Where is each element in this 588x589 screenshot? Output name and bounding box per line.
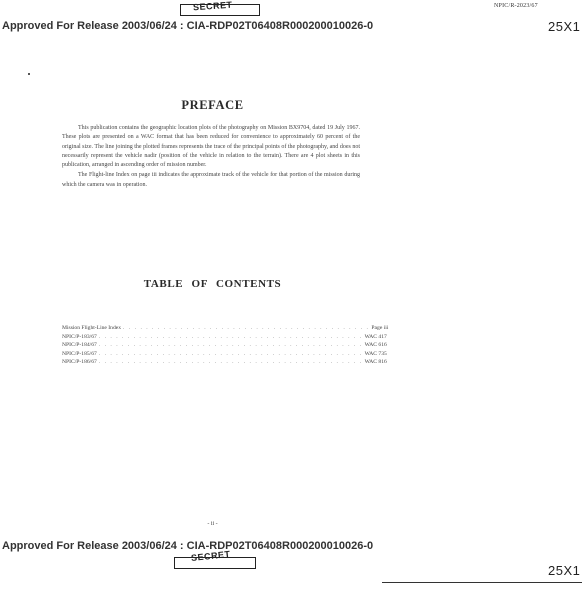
preface-paragraph: The Flight-line Index on page iii indicates the approximate track of the vehicle for that portion of the mission during which the camera was in operation. — [62, 172, 360, 188]
toc-list — [62, 324, 389, 367]
declass-code-bottom: 25X1 — [548, 563, 581, 578]
preface-title: PREFACE — [181, 98, 244, 112]
release-line-bottom: Approved For Release 2003/06/24 : CIA-RDP02T06408R000200010026-0 — [2, 540, 374, 552]
toc-entry-label: NPIC/P-185/67 — [62, 350, 97, 357]
toc-row — [62, 333, 387, 342]
dot-leader: . . . . . . . . . . . . . . . . . . . . . . . . . . . . . . . . . . . . . . . . . . . — [123, 325, 370, 331]
document-id: NPIC/R-2023/67 — [494, 3, 538, 9]
toc-entry-page: Page iii — [371, 325, 389, 331]
page-number: - ii - — [207, 521, 218, 527]
bottom-rule — [382, 582, 582, 583]
speck-mark — [28, 73, 30, 75]
toc-entry-page: WAC 816 — [364, 359, 387, 366]
dot-leader: . . . . . . . . . . . . . . . . . . . . . . . . . . . . . . . . . . . . . . . . . . . . . . — [98, 333, 363, 340]
toc-row — [62, 341, 387, 350]
preface-paragraph: This publication contains the geographic location plots of the photography on Mission BX9704, dated 19 July 1967. These plots are presented on a WAC format that has been reduced for convenience to approximately 60 percent of the original size. The line joining the plotted frames represents the trace of the principal points of the photography, and does not necessarily represent the vehicle nadir (position of the vehicle in relation to the terrain). There are 4 plot sheets in this publication, arranged in ascending order of mission number. — [62, 125, 360, 169]
declass-code-top: 25X1 — [548, 19, 581, 34]
dot-leader: . . . . . . . . . . . . . . . . . . . . . . . . . . . . . . . . . . . . . . . . . . . . . . — [98, 350, 363, 357]
toc-entry-label: NPIC/P-186/67 — [62, 359, 97, 366]
toc-title: TABLE OF CONTENTS — [143, 278, 282, 290]
dot-leader: . . . . . . . . . . . . . . . . . . . . . . . . . . . . . . . . . . . . . . . . . . . . . . — [98, 342, 363, 349]
stamp-label: SECRET — [190, 548, 231, 564]
toc-row — [62, 324, 389, 333]
toc-entry-page: WAC 417 — [364, 333, 387, 340]
toc-entry-page: WAC 735 — [364, 350, 387, 357]
toc-row — [62, 358, 387, 367]
toc-entry-label: Mission Flight-Line Index — [62, 325, 122, 331]
toc-entry-page: WAC 616 — [364, 342, 387, 349]
release-line-top: Approved For Release 2003/06/24 : CIA-RDP02T06408R000200010026-0 — [2, 20, 374, 32]
classification-stamp-bottom — [174, 548, 256, 569]
toc-row — [62, 350, 387, 359]
classification-stamp-top — [180, 0, 260, 16]
preface-body — [62, 124, 360, 191]
toc-entry-label: NPIC/P-184/67 — [62, 342, 97, 349]
dot-leader: . . . . . . . . . . . . . . . . . . . . . . . . . . . . . . . . . . . . . . . . . . . . . . — [98, 359, 363, 366]
stamp-label: SECRET — [192, 0, 233, 13]
toc-entry-label: NPIC/P-183/67 — [62, 333, 97, 340]
